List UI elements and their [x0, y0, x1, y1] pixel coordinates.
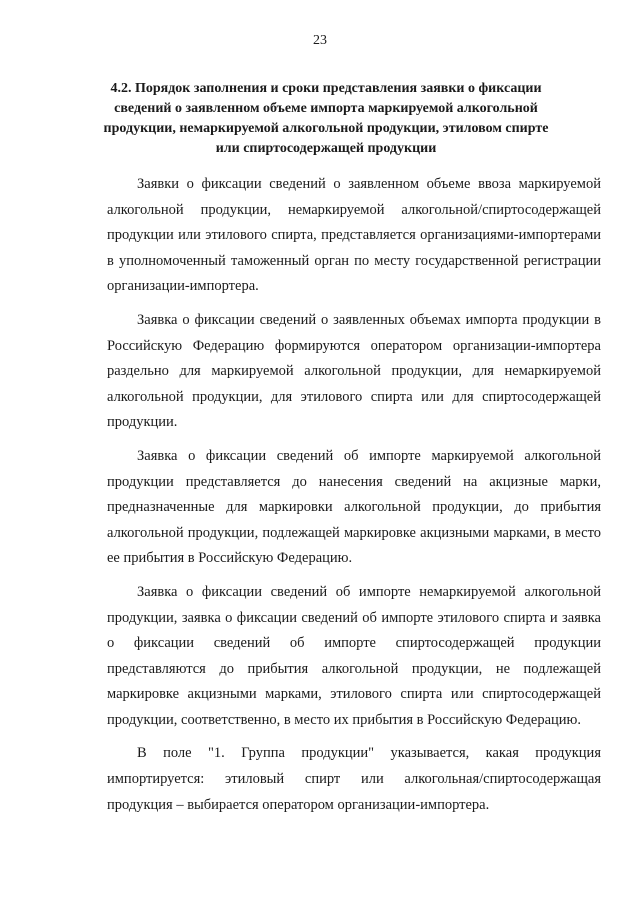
paragraph-unmarked-alcohol: Заявка о фиксации сведений об импорте немаркируемой алкогольной продукции, заявка о фиксации сведений об импорте этилового спирта и заявка о фиксации сведений об импорте спиртосодержащей продукции представляются до прибытия алкогольной продукции, не подлежащей маркировке акцизными марками, этилового спирта или спиртосодержащей продукции, соответственно, в место их прибытия в Российскую Федерацию.	[107, 583, 601, 728]
body-text	[107, 172, 601, 826]
paragraph-product-group-field: В поле "1. Группа продукции" указывается, какая продукция импортируется: этиловый спирт или алкогольная/спиртосодержащая продукция – выбирается оператором организации-импортера.	[107, 745, 601, 813]
section-title: 4.2. Порядок заполнения и сроки представления заявки о фиксации сведений о заявленном объеме импорта маркируемой алкогольной продукции, немаркируемой алкогольной продукции, этиловом спирте или спиртосодержащей продукции	[103, 81, 549, 156]
paragraph-declaration-submission: Заявки о фиксации сведений о заявленном объеме ввоза маркируемой алкогольной продукции, немаркируемой алкогольной/спиртосодержащей продукции или этилового спирта, представляется организациями-импортерами в уполномоченный таможенный орган по месту государственной регистрации организации-импортера.	[107, 176, 601, 295]
paragraph-marked-alcohol: Заявка о фиксации сведений об импорте маркируемой алкогольной продукции представляется до нанесения сведений на акцизные марки, предназначенные для маркировки алкогольной продукции, до прибытия алкогольной продукции, подлежащей маркировке акцизными марками, в место ее прибытия в Российскую Федерацию.	[107, 447, 601, 567]
paragraph-declaration-formation: Заявка о фиксации сведений о заявленных объемах импорта продукции в Российскую Федерацию формируются оператором организации-импортера раздельно для маркируемой алкогольной продукции, для немаркируемой алкогольной продукции, для этилового спирта или для спиртосодержащей продукции.	[107, 311, 601, 431]
page-number: 23	[313, 33, 327, 48]
